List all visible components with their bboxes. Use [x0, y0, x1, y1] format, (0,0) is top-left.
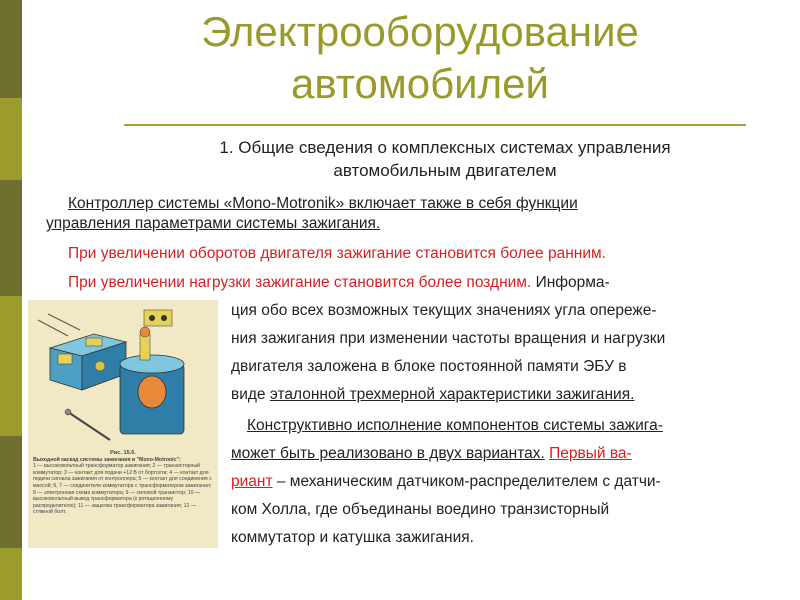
body-line	[231, 385, 634, 405]
body-line: Конструктивно исполнение компонентов системы зажига-	[247, 417, 663, 434]
body-line: управления параметрами системы зажигания.	[46, 215, 381, 232]
figure-caption-body: 1 — высоковольтный трансформатор зажигания; 2 — транзисторный коммутатор; 3 — контакт для подачи +12 В от бортсети; 4 — контакт для подачи сигнала зажигания от контроллера; 5 — контакт для соединения с массой; 6, 7 — соединители коммутатора с трансформатором зажигания; 8 — электронная схема коммутатора; 9 — силовой транзистор; 10 — высоковольтный вывод трансформатора (к ротационному распределителю); 11 — защелка трансформатора зажигания; 12 — стяжной болт.	[33, 463, 212, 516]
figure-caption-subtitle: Выходной каскад системы зажигания в "Mono-Motronic":	[33, 456, 181, 463]
body-line: двигателя заложена в блоке постоянной памяти ЭБУ в	[231, 358, 627, 375]
slide-title-line: Электрооборудование	[201, 8, 639, 55]
figure-caption-title: Рис. 15.6.	[110, 450, 136, 456]
body-line: коммутатор и катушка зажигания.	[231, 529, 474, 546]
section-heading-line: 1. Общие сведения о комплексных системах управления	[219, 138, 671, 157]
body-line-emphasis: При увеличении оборотов двигателя зажигание становится более ранним.	[68, 245, 606, 262]
slide-title	[60, 6, 780, 110]
body-line	[231, 472, 661, 492]
body-line: ком Холла, где объединаны воедино транзисторный	[231, 501, 610, 518]
transistor-switch-housing	[50, 334, 126, 390]
body-line	[68, 273, 610, 293]
title-divider	[124, 124, 746, 126]
section-heading-line: автомобильным двигателем	[333, 161, 557, 180]
slide-title-line: автомобилей	[291, 60, 549, 107]
ignition-module-figure	[28, 300, 218, 548]
ignition-module-illustration	[28, 300, 218, 450]
figure-caption	[33, 450, 213, 516]
body-line: Контроллер системы «Mono-Motronik» включает также в себя функции	[68, 195, 578, 212]
sidebar-accent-block	[0, 548, 22, 600]
body-text: Информа-	[531, 274, 610, 291]
body-emphasis: При увеличении нагрузки зажигание становится более поздним.	[68, 274, 532, 291]
tension-bolt	[65, 409, 110, 440]
connector-pins	[38, 310, 172, 336]
body-emphasis: Первый ва-	[549, 445, 632, 462]
body-line: ния зажигания при изменении частоты вращения и нагрузки	[231, 330, 666, 347]
body-emphasis: риант	[231, 473, 273, 490]
body-underlined: эталонной трехмерной характеристики зажигания.	[269, 386, 635, 403]
sidebar-accent-block	[0, 98, 22, 180]
body-underlined: может быть реализовано в двух вариантах.	[231, 445, 545, 462]
sidebar-accent-block	[0, 296, 22, 436]
body-line	[231, 444, 632, 464]
body-text: – механическим датчиком-распределителем с датчи-	[272, 473, 661, 490]
body-line: ция обо всех возможных текущих значениях угла опереже-	[231, 302, 657, 319]
section-heading	[100, 136, 790, 182]
body-text: виде	[231, 386, 270, 403]
ignition-coil	[120, 327, 184, 434]
